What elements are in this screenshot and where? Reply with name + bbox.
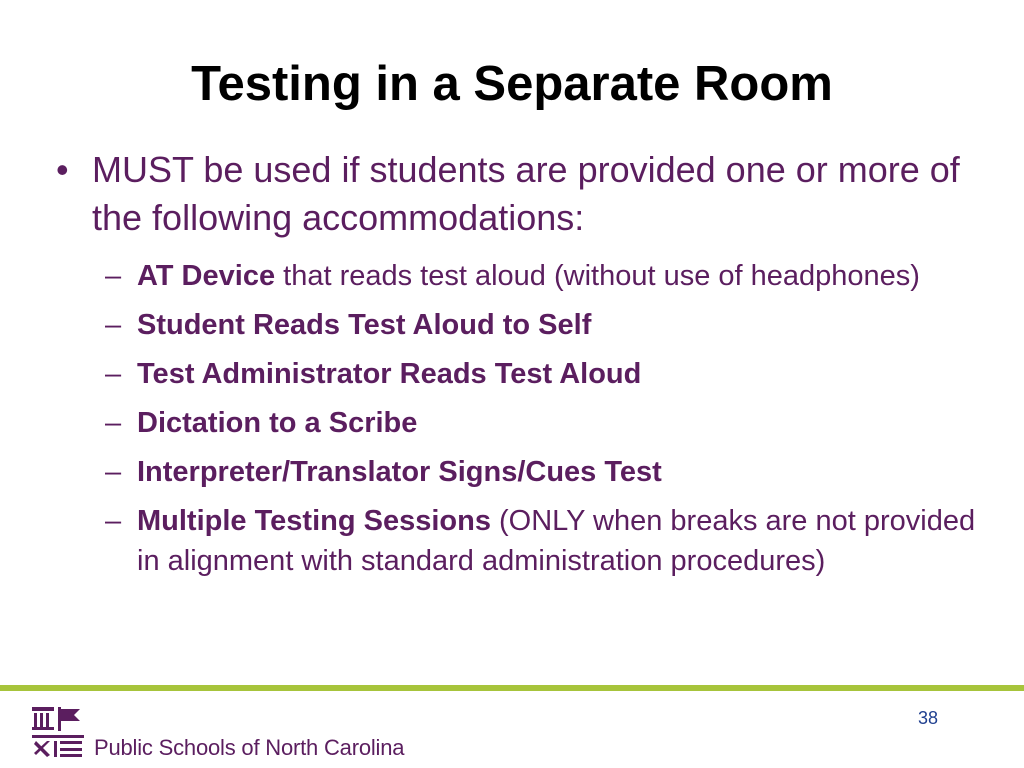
item-bold-text: Multiple Testing Sessions: [137, 505, 491, 537]
item-bold-text: Test Administrator Reads Test Aloud: [137, 358, 642, 390]
list-item: [105, 256, 985, 296]
item-bold-text: AT Device: [137, 260, 276, 292]
item-bold-text: Dictation to a Scribe: [137, 407, 418, 439]
item-bold-text: Interpreter/Translator Signs/Cues Test: [137, 456, 662, 488]
main-bullet-text: MUST be used if students are provided one or more of the following accommodations:: [92, 149, 960, 238]
footer-divider: [0, 685, 1024, 691]
ncdpi-logo-icon: [30, 705, 86, 759]
dash-marker: –: [105, 309, 122, 341]
list-item: [105, 501, 985, 581]
dash-marker: –: [105, 456, 122, 488]
list-item: [105, 354, 985, 394]
list-item: [105, 305, 985, 345]
dash-marker: –: [105, 358, 122, 390]
slide-title: Testing in a Separate Room: [191, 57, 833, 111]
dash-marker: –: [105, 407, 122, 439]
item-text: (ONLY when breaks are not provided in alignment with standard administration procedures): [137, 505, 976, 577]
dash-marker: –: [105, 505, 122, 537]
item-text: that reads test aloud (without use of headphones): [275, 260, 920, 292]
list-item: [105, 452, 985, 492]
list-item: [105, 403, 985, 443]
item-bold-text: Student Reads Test Aloud to Self: [137, 309, 592, 341]
accommodations-list: [105, 256, 985, 590]
bullet-marker: •: [56, 149, 69, 190]
main-bullet: [56, 146, 986, 242]
page-number: 38: [917, 708, 938, 728]
organization-name: Public Schools of North Carolina: [94, 735, 405, 760]
dash-marker: –: [105, 260, 122, 292]
